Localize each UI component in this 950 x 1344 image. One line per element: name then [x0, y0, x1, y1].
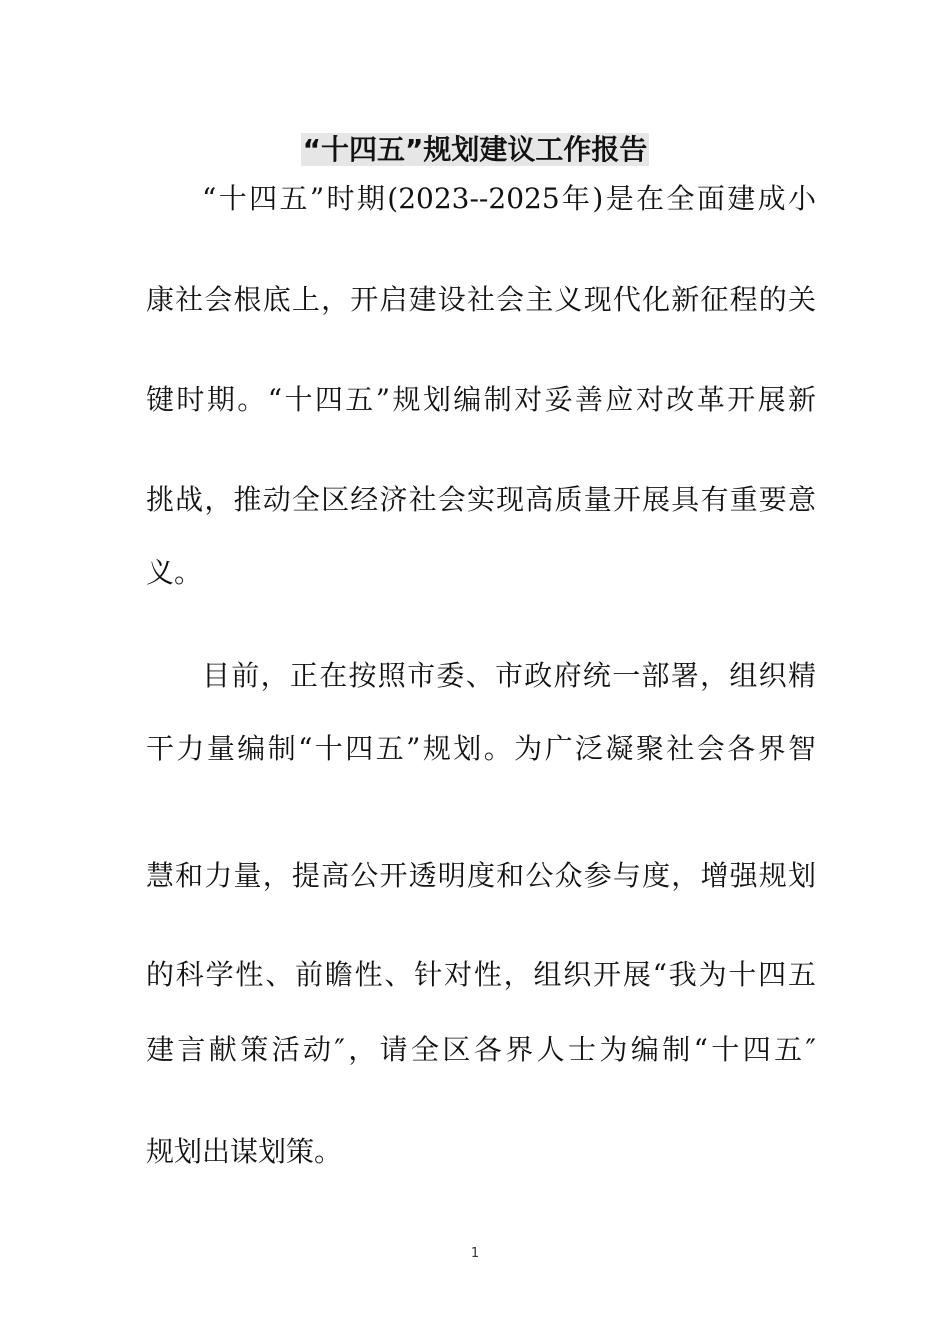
paragraph-2-line-1: 目前，正在按照市委、市政府统一部署，组织精: [202, 659, 816, 692]
paragraph-2-line-3: 慧和力量，提高公开透明度和公众参与度，增强规划: [146, 859, 816, 892]
paragraph-2-line-2: 干力量编制“十四五”规划。为广泛凝聚社会各界智: [146, 732, 816, 765]
paragraph-1-line-1: “十四五”时期(2023--2025年)是在全面建成小: [202, 182, 816, 215]
paragraph-2-line-4: 的科学性、前瞻性、针对性，组织开展“我为十四五: [146, 958, 816, 991]
paragraph-1-line-3: 键时期。“十四五”规划编制对妥善应对改革开展新: [146, 383, 816, 416]
paragraph-2-line-6: 规划出谋划策。: [146, 1135, 343, 1168]
paragraph-1-line-4: 挑战，推动全区经济社会实现高质量开展具有重要意: [146, 483, 816, 516]
paragraph-1-line-5: 义。: [146, 556, 203, 589]
paragraph-1-line-2: 康社会根底上，开启建设社会主义现代化新征程的关: [146, 283, 816, 316]
page-number: 1: [470, 1246, 480, 1261]
document-title-text: “十四五”规划建议工作报告: [302, 133, 648, 166]
document-title: [0, 127, 950, 173]
paragraph-2-line-5: 建言献策活动″，请全区各界人士为编制“十四五″: [146, 1033, 816, 1066]
